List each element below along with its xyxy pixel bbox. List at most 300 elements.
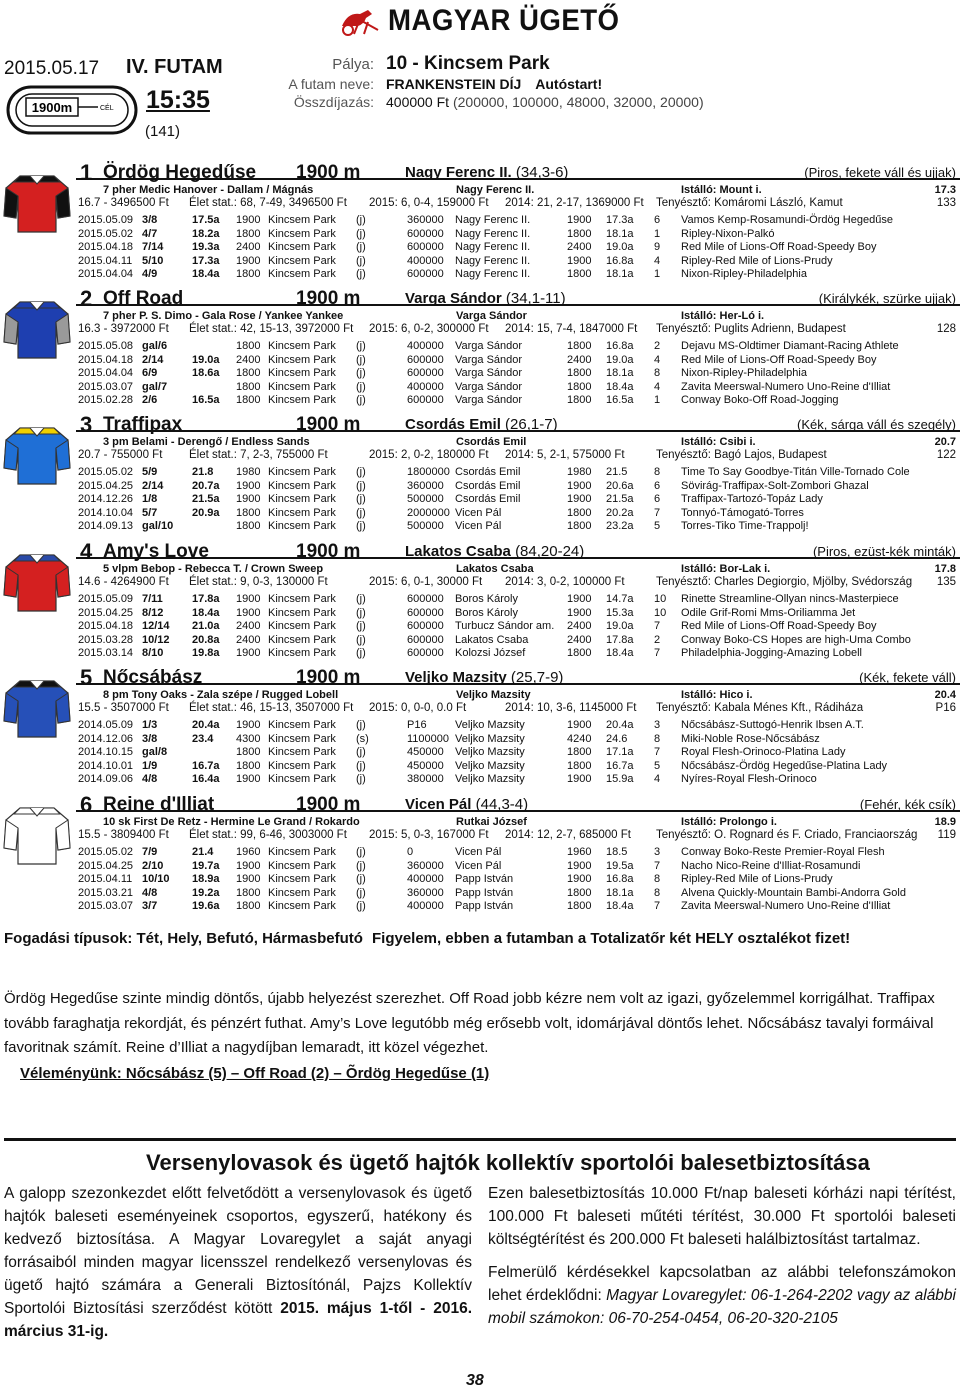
- stable: Istálló: Bor-Lak i.: [681, 563, 771, 575]
- race-cell: 18.9a: [192, 873, 220, 885]
- race-cell: 1800: [567, 900, 592, 912]
- race-cell: 2015.02.28: [78, 394, 134, 406]
- race-cell: 1800: [236, 746, 261, 758]
- driver-stats: (25,7-9): [510, 669, 564, 686]
- race-cell: 10: [654, 593, 667, 605]
- race-cell: 1800: [567, 647, 592, 659]
- rating: 14.6 - 4264900 Ft: [78, 576, 169, 588]
- race-cell: 1900: [236, 606, 261, 619]
- race-cell: Ripley-Nixon-Palkó: [681, 227, 775, 240]
- race-cell: 8/12: [142, 606, 164, 619]
- race-cell: 20.2a: [606, 506, 634, 519]
- race-cell: 2/14: [142, 479, 164, 492]
- horse-name: Reine d'Illiat: [103, 794, 215, 815]
- horse-number: 5: [80, 665, 93, 690]
- race-cell: (j): [356, 759, 366, 772]
- race-cell: Varga Sándor: [455, 340, 523, 352]
- race-cell: 2/10: [142, 859, 164, 872]
- race-cell: 16.5a: [606, 394, 634, 406]
- race-cell: Rinette Streamline-Ollyan nincs-Masterpiece: [681, 593, 899, 605]
- race-cell: Papp István: [455, 873, 514, 885]
- horse-number: 1: [80, 160, 93, 185]
- race-cell: 1900: [567, 214, 592, 226]
- race-cell: 3: [654, 719, 661, 731]
- race-cell: 7: [654, 620, 661, 632]
- race-cell: Ripley-Red Mile of Lions-Prudy: [681, 254, 833, 267]
- race-row: [78, 634, 958, 648]
- race-cell: 1960: [567, 846, 592, 858]
- race-cell: 21.5a: [192, 493, 220, 505]
- race-cell: 600000: [407, 353, 444, 366]
- insurance-right-column: [488, 1182, 956, 1330]
- life-stats: Élet stat.: 7, 2-3, 755000 Ft: [189, 449, 328, 461]
- race-cell: 4/9: [142, 268, 158, 280]
- driver-name: Veljko Mazsity: [405, 669, 507, 686]
- horse-name: Ördög Hegedűse: [103, 162, 257, 183]
- race-cell: 18.5: [606, 846, 628, 858]
- horse-sulky-icon: [338, 6, 382, 36]
- race-cell: 1800: [236, 394, 261, 406]
- life-stats: Élet stat.: 68, 7-49, 3496500 Ft: [189, 197, 347, 209]
- race-cell: 1900: [567, 873, 592, 885]
- stats-2014: 2014: 12, 2-7, 685000 Ft: [505, 829, 631, 841]
- race-cell: 1900: [567, 606, 592, 619]
- race-cell: Varga Sándor: [455, 353, 523, 366]
- race-cell: Nyíres-Royal Flesh-Orinoco: [681, 773, 817, 785]
- horse-driver: [405, 543, 584, 560]
- race-cell: 1800: [236, 227, 261, 240]
- silk-colors: (Piros, fekete váll és ujjak): [804, 165, 956, 180]
- race-cell: 360000: [407, 479, 444, 492]
- race-cell: 19.0a: [606, 620, 634, 632]
- race-cell: 2400: [236, 620, 261, 632]
- race-row: [78, 340, 958, 354]
- race-row: [78, 268, 958, 282]
- race-cell: 1800: [236, 367, 261, 379]
- race-cell: (j): [356, 466, 366, 478]
- horse-entry: [0, 412, 960, 538]
- race-row: [78, 620, 958, 634]
- race-cell: Veljko Mazsity: [455, 719, 525, 731]
- race-cell: 600000: [407, 227, 444, 240]
- race-cell: 7: [654, 647, 661, 659]
- race-cell: 6/9: [142, 367, 158, 379]
- race-history-table: [78, 846, 958, 914]
- race-cell: 19.8a: [192, 647, 220, 659]
- stable: Istálló: Mount i.: [681, 184, 762, 196]
- race-cell: 1800: [567, 380, 592, 393]
- race-cell: Vamos Kemp-Rosamundi-Ördög Hegedűse: [681, 214, 893, 226]
- futam-name: FRANKENSTEIN DÍJ: [386, 76, 522, 92]
- race-cell: 2400: [567, 633, 592, 646]
- rank: 122: [936, 449, 956, 461]
- stable: Istálló: Her-Ló i.: [681, 310, 765, 322]
- race-cell: 1800: [567, 394, 592, 406]
- race-number: (141): [145, 123, 181, 140]
- jockey-silk-icon: [2, 418, 72, 488]
- race-cell: 1800: [567, 367, 592, 379]
- rating: 16.7 - 3496500 Ft: [78, 197, 169, 209]
- race-cell: 2014.09.13: [78, 520, 134, 532]
- horse-name: Amy's Love: [103, 541, 209, 562]
- race-cell: Kincsem Park: [268, 479, 336, 492]
- bet-types: Fogadási típusok: Tét, Hely, Befutó, Hármasbefutó: [4, 930, 363, 947]
- race-cell: 18.1a: [606, 886, 634, 899]
- race-cell: 6: [654, 479, 661, 492]
- race-cell: 16.8a: [606, 254, 634, 267]
- race-cell: 1: [654, 394, 661, 406]
- race-cell: 2015.04.04: [78, 268, 134, 280]
- race-cell: Veljko Mazsity: [455, 746, 525, 758]
- silk-colors: (Kék, fekete váll): [859, 670, 956, 685]
- race-cell: 1800: [567, 268, 592, 280]
- race-cell: 16.7a: [606, 759, 634, 772]
- track-distance-label: 1900m: [31, 100, 73, 115]
- race-cell: 20.7a: [192, 479, 220, 492]
- life-stats: Élet stat.: 9, 0-3, 130000 Ft: [189, 576, 328, 588]
- driver-stats: (34,1-11): [505, 290, 566, 307]
- race-cell: 0: [407, 846, 414, 858]
- horse-name: Traffipax: [103, 414, 183, 435]
- track-diagram: [6, 85, 138, 135]
- race-cell: 2014.10.04: [78, 506, 134, 519]
- race-cell: 16.8a: [606, 340, 634, 352]
- race-history-table: [78, 340, 958, 408]
- race-cell: 1900: [236, 479, 261, 492]
- race-history-table: [78, 214, 958, 282]
- driver-stats: (26,1-7): [505, 416, 558, 433]
- race-cell: Kincsem Park: [268, 353, 336, 366]
- breeder: Tenyésztő: Kabala Ménes Kft., Rádiháza: [656, 702, 864, 714]
- race-cell: Varga Sándor: [455, 394, 523, 406]
- race-cell: (j): [356, 353, 366, 366]
- race-cell: 5/7: [142, 506, 158, 519]
- race-cell: 400000: [407, 340, 444, 352]
- race-cell: gal/7: [142, 380, 168, 393]
- race-cell: 2400: [567, 241, 592, 253]
- race-cell: 2015.05.09: [78, 593, 134, 605]
- race-cell: 1: [654, 268, 661, 280]
- race-cell: (j): [356, 214, 366, 226]
- race-cell: Kincsem Park: [268, 759, 336, 772]
- race-row: [78, 228, 958, 242]
- race-row: [78, 381, 958, 395]
- breeder: Tenyésztő: Puglits Adrienn, Budapest: [656, 323, 846, 335]
- race-cell: 16.4a: [192, 773, 220, 785]
- race-row: [78, 493, 958, 507]
- horse-driver: [405, 796, 528, 813]
- race-cell: 20.4a: [192, 719, 220, 731]
- race-cell: 2015.05.09: [78, 214, 134, 226]
- race-cell: 1900: [236, 719, 261, 731]
- race-row: [78, 520, 958, 534]
- race-cell: (j): [356, 620, 366, 632]
- rating: 15.5 - 3507000 Ft: [78, 702, 169, 714]
- race-cell: 17.8a: [606, 633, 634, 646]
- race-cell: 17.3a: [606, 214, 634, 226]
- race-cell: 19.6a: [192, 900, 220, 912]
- race-cell: 18.2a: [192, 227, 220, 240]
- race-row: [78, 593, 958, 607]
- silk-colors: (Piros, ezüst-kék minták): [812, 544, 956, 559]
- race-cell: 1960: [236, 846, 261, 858]
- race-cell: (j): [356, 241, 366, 253]
- jockey-silk-icon: [2, 292, 72, 362]
- race-cell: Nixon-Ripley-Philadelphia: [681, 367, 807, 379]
- race-cell: (s): [356, 732, 369, 745]
- page-number: 38: [466, 1372, 484, 1389]
- race-cell: 16.5a: [192, 394, 220, 406]
- race-cell: 10: [654, 606, 667, 619]
- stable: Istálló: Csibi i.: [681, 436, 756, 448]
- breeder: Tenyésztő: Komáromi László, Kamut: [656, 197, 843, 209]
- race-cell: 3/8: [142, 732, 158, 745]
- race-cell: (j): [356, 746, 366, 758]
- race-cell: 21.5: [606, 466, 628, 478]
- race-cell: 2000000: [407, 506, 450, 519]
- race-cell: 2014.12.06: [78, 732, 134, 745]
- race-cell: (j): [356, 846, 366, 858]
- race-cell: 6: [654, 214, 661, 226]
- race-cell: Papp István: [455, 900, 514, 912]
- race-cell: 5: [654, 759, 661, 772]
- race-cell: 600000: [407, 394, 444, 406]
- race-cell: 15.3a: [606, 606, 634, 619]
- race-cell: 4: [654, 353, 661, 366]
- driver-name: Vicen Pál: [405, 796, 472, 813]
- race-row: [78, 607, 958, 621]
- rating: 15.5 - 3809400 Ft: [78, 829, 169, 841]
- race-cell: (j): [356, 506, 366, 519]
- stable: Istálló: Prolongo i.: [681, 816, 777, 828]
- race-cell: Varga Sándor: [455, 367, 523, 379]
- rank: 128: [936, 323, 956, 335]
- race-cell: 3/7: [142, 900, 158, 912]
- race-cell: 20.9a: [192, 506, 220, 519]
- race-cell: 2400: [236, 241, 261, 253]
- race-cell: gal/6: [142, 340, 168, 352]
- driver-name: Varga Sándor: [405, 290, 502, 307]
- race-row: [78, 873, 958, 887]
- breeder: Tenyésztő: O. Rognard és F. Criado, Franciaország: [656, 829, 918, 841]
- race-cell: 1900: [236, 214, 261, 226]
- race-cell: 5/10: [142, 254, 164, 267]
- stats-2014: 2014: 15, 7-4, 1847000 Ft: [505, 323, 638, 335]
- pedigree: 5 vlpm Bebop - Rebecca T. / Crown Sweep: [103, 563, 324, 575]
- race-cell: 2014.12.26: [78, 493, 134, 505]
- race-cell: Boros Károly: [455, 593, 518, 605]
- race-cell: 1900: [236, 873, 261, 885]
- race-cell: Nagy Ferenc II.: [455, 214, 531, 226]
- race-cell: Miki-Noble Rose-Nőcsábász: [681, 732, 820, 745]
- race-cell: Vicen Pál: [455, 859, 502, 872]
- race-cell: Varga Sándor: [455, 380, 523, 393]
- race-cell: Boros Károly: [455, 606, 518, 619]
- race-row: [78, 241, 958, 255]
- race-cell: 2015.04.25: [78, 606, 134, 619]
- silk-colors: (Kék, sárga váll és szegély): [797, 417, 956, 432]
- race-cell: 21.8: [192, 466, 214, 478]
- race-cell: 18.4a: [192, 606, 220, 619]
- race-cell: 10/10: [142, 873, 170, 885]
- race-cell: (j): [356, 719, 366, 731]
- race-cell: 2014.05.09: [78, 719, 134, 731]
- race-cell: Kincsem Park: [268, 520, 336, 532]
- race-cell: 1900: [236, 493, 261, 505]
- race-cell: 1/8: [142, 493, 158, 505]
- race-cell: Kincsem Park: [268, 380, 336, 393]
- horse-entry: [0, 160, 960, 286]
- rank: 133: [936, 197, 956, 209]
- race-cell: Kincsem Park: [268, 367, 336, 379]
- race-cell: Kincsem Park: [268, 633, 336, 646]
- race-cell: 6: [654, 493, 661, 505]
- commentary-text: Ördög Hegedűse szinte mindig döntős, újabb helyezést szerezhet. Off Road jobb kézre nem volt az igazi, győzelemmel korrigálhat. Traffipax tovább faraghatja rekordját, és pénzért futhat. Amy’s Love legutóbb még erősebb volt, idomárjával döntős lehet. Nőcsábász tavalyi formáival favoritnak számít. Reine d’Illiat a nagydíjban lemaradt, itt közel végezhet.: [4, 990, 935, 1056]
- palya-value: 10 - Kincsem Park: [386, 53, 550, 74]
- race-cell: 500000: [407, 520, 444, 532]
- insurance-contact-numbers: Magyar Lovaregylet: 06-1-264-2202 vagy az alábbi mobil számokon: 06-70-254-0454, 06-20-320-2105: [488, 1287, 956, 1327]
- race-cell: 380000: [407, 773, 444, 785]
- breeder: Tenyésztő: Charles Degiorgio, Mjölby, Svédország: [656, 576, 913, 588]
- race-cell: 1900: [567, 479, 592, 492]
- race-cell: 2015.03.07: [78, 380, 134, 393]
- race-cell: Kincsem Park: [268, 846, 336, 858]
- rank: P16: [935, 702, 956, 714]
- race-cell: 7: [654, 900, 661, 912]
- horse-distance: 1900 m: [296, 162, 361, 183]
- race-cell: 7: [654, 746, 661, 758]
- race-cell: 1900: [236, 773, 261, 785]
- race-cell: 2014.10.15: [78, 746, 134, 758]
- race-cell: Kincsem Park: [268, 241, 336, 253]
- race-cell: 1900: [567, 859, 592, 872]
- horse-distance: 1900 m: [296, 288, 361, 309]
- race-row: [78, 480, 958, 494]
- race-cell: Kincsem Park: [268, 746, 336, 758]
- race-cell: 1800: [236, 759, 261, 772]
- race-cell: 500000: [407, 493, 444, 505]
- race-cell: 19.3a: [192, 241, 220, 253]
- odds: 18.9: [934, 816, 956, 828]
- race-time: 15:35: [146, 86, 210, 114]
- odds: 17.3: [934, 184, 956, 196]
- race-cell: P16: [407, 719, 427, 731]
- race-cell: 2015.04.04: [78, 367, 134, 379]
- race-cell: 1800: [236, 520, 261, 532]
- race-cell: Nőcsábász-Ördög Hegedűse-Platina Lady: [681, 759, 888, 772]
- silk-colors: (Királykék, szürke ujjak): [818, 291, 956, 306]
- race-cell: 600000: [407, 241, 444, 253]
- race-history-table: [78, 719, 958, 787]
- horse-name: Nőcsábász: [103, 667, 203, 688]
- race-cell: 19.0a: [606, 353, 634, 366]
- race-cell: 2015.05.02: [78, 227, 134, 240]
- race-cell: 4/8: [142, 886, 158, 899]
- race-cell: 21.0a: [192, 620, 220, 632]
- race-cell: Kincsem Park: [268, 227, 336, 240]
- race-cell: 19.5a: [606, 859, 634, 872]
- rank: 135: [936, 576, 956, 588]
- prize-value: [386, 94, 704, 110]
- race-cell: 1800: [236, 268, 261, 280]
- race-cell: 20.8a: [192, 633, 220, 646]
- prize-total: 400000 Ft: [386, 94, 450, 110]
- race-cell: (j): [356, 900, 366, 912]
- race-row: [78, 255, 958, 269]
- race-cell: 4: [654, 380, 661, 393]
- label-osszdijazas: Összdíjazás:: [293, 94, 374, 110]
- race-history-table: [78, 466, 958, 534]
- race-cell: Kincsem Park: [268, 900, 336, 912]
- race-cell: 1980: [236, 466, 261, 478]
- race-row: [78, 394, 958, 408]
- race-cell: 360000: [407, 214, 444, 226]
- rating: 20.7 - 755000 Ft: [78, 449, 163, 461]
- race-cell: gal/8: [142, 746, 168, 758]
- race-row: [78, 719, 958, 733]
- race-cell: Vicen Pál: [455, 506, 502, 519]
- race-cell: (j): [356, 606, 366, 619]
- race-cell: gal/10: [142, 520, 174, 532]
- stats-2014: 2014: 3, 0-2, 100000 Ft: [505, 576, 625, 588]
- race-cell: 450000: [407, 759, 444, 772]
- race-cell: 1800: [567, 746, 592, 758]
- race-cell: 18.4a: [606, 380, 634, 393]
- race-cell: Veljko Mazsity: [455, 732, 525, 745]
- race-cell: 600000: [407, 367, 444, 379]
- race-cell: 600000: [407, 647, 444, 659]
- race-cell: 2/14: [142, 353, 164, 366]
- race-cell: 7/9: [142, 846, 158, 858]
- race-cell: 2015.04.11: [78, 254, 133, 267]
- driver-stats: (84,20-24): [515, 543, 585, 560]
- race-cell: (j): [356, 493, 366, 505]
- race-cell: (j): [356, 340, 366, 352]
- race-futam: IV. FUTAM: [126, 56, 223, 78]
- race-cell: 18.1a: [606, 227, 634, 240]
- owner: Veljko Mazsity: [456, 689, 531, 701]
- race-cell: Kincsem Park: [268, 593, 336, 605]
- race-cell: 24.6: [606, 732, 628, 745]
- race-cell: Alvena Quickly-Mountain Bambi-Andorra Gold: [681, 886, 906, 899]
- race-cell: (j): [356, 873, 366, 885]
- race-cell: 1800: [567, 520, 592, 532]
- owner: Rutkai József: [456, 816, 527, 828]
- race-cell: 8: [654, 886, 661, 899]
- horse-distance: 1900 m: [296, 414, 361, 435]
- stable: Istálló: Hico i.: [681, 689, 753, 701]
- race-cell: 8: [654, 367, 661, 379]
- race-cell: 1800: [567, 227, 592, 240]
- horse-entry: [0, 539, 960, 665]
- race-cell: (j): [356, 394, 366, 406]
- label-palya: Pálya:: [332, 56, 374, 73]
- owner: Csordás Emil: [456, 436, 527, 448]
- race-cell: 4: [654, 254, 661, 267]
- race-cell: 2015.05.08: [78, 340, 134, 352]
- race-row: [78, 367, 958, 381]
- race-cell: Tonnyó-Támogató-Torres: [681, 506, 804, 519]
- hely-notice: Figyelem, ebben a futamban a Totalizatőr két HELY osztalékot fizet!: [372, 930, 851, 947]
- prize-detail: (200000, 100000, 48000, 32000, 20000): [452, 94, 704, 110]
- race-cell: 17.5a: [192, 214, 220, 226]
- race-cell: 2400: [236, 633, 261, 646]
- race-cell: 2015.05.02: [78, 466, 134, 478]
- race-cell: 1/3: [142, 719, 158, 731]
- race-cell: Kincsem Park: [268, 254, 336, 267]
- race-cell: 12/14: [142, 620, 170, 632]
- race-cell: 5/9: [142, 466, 158, 478]
